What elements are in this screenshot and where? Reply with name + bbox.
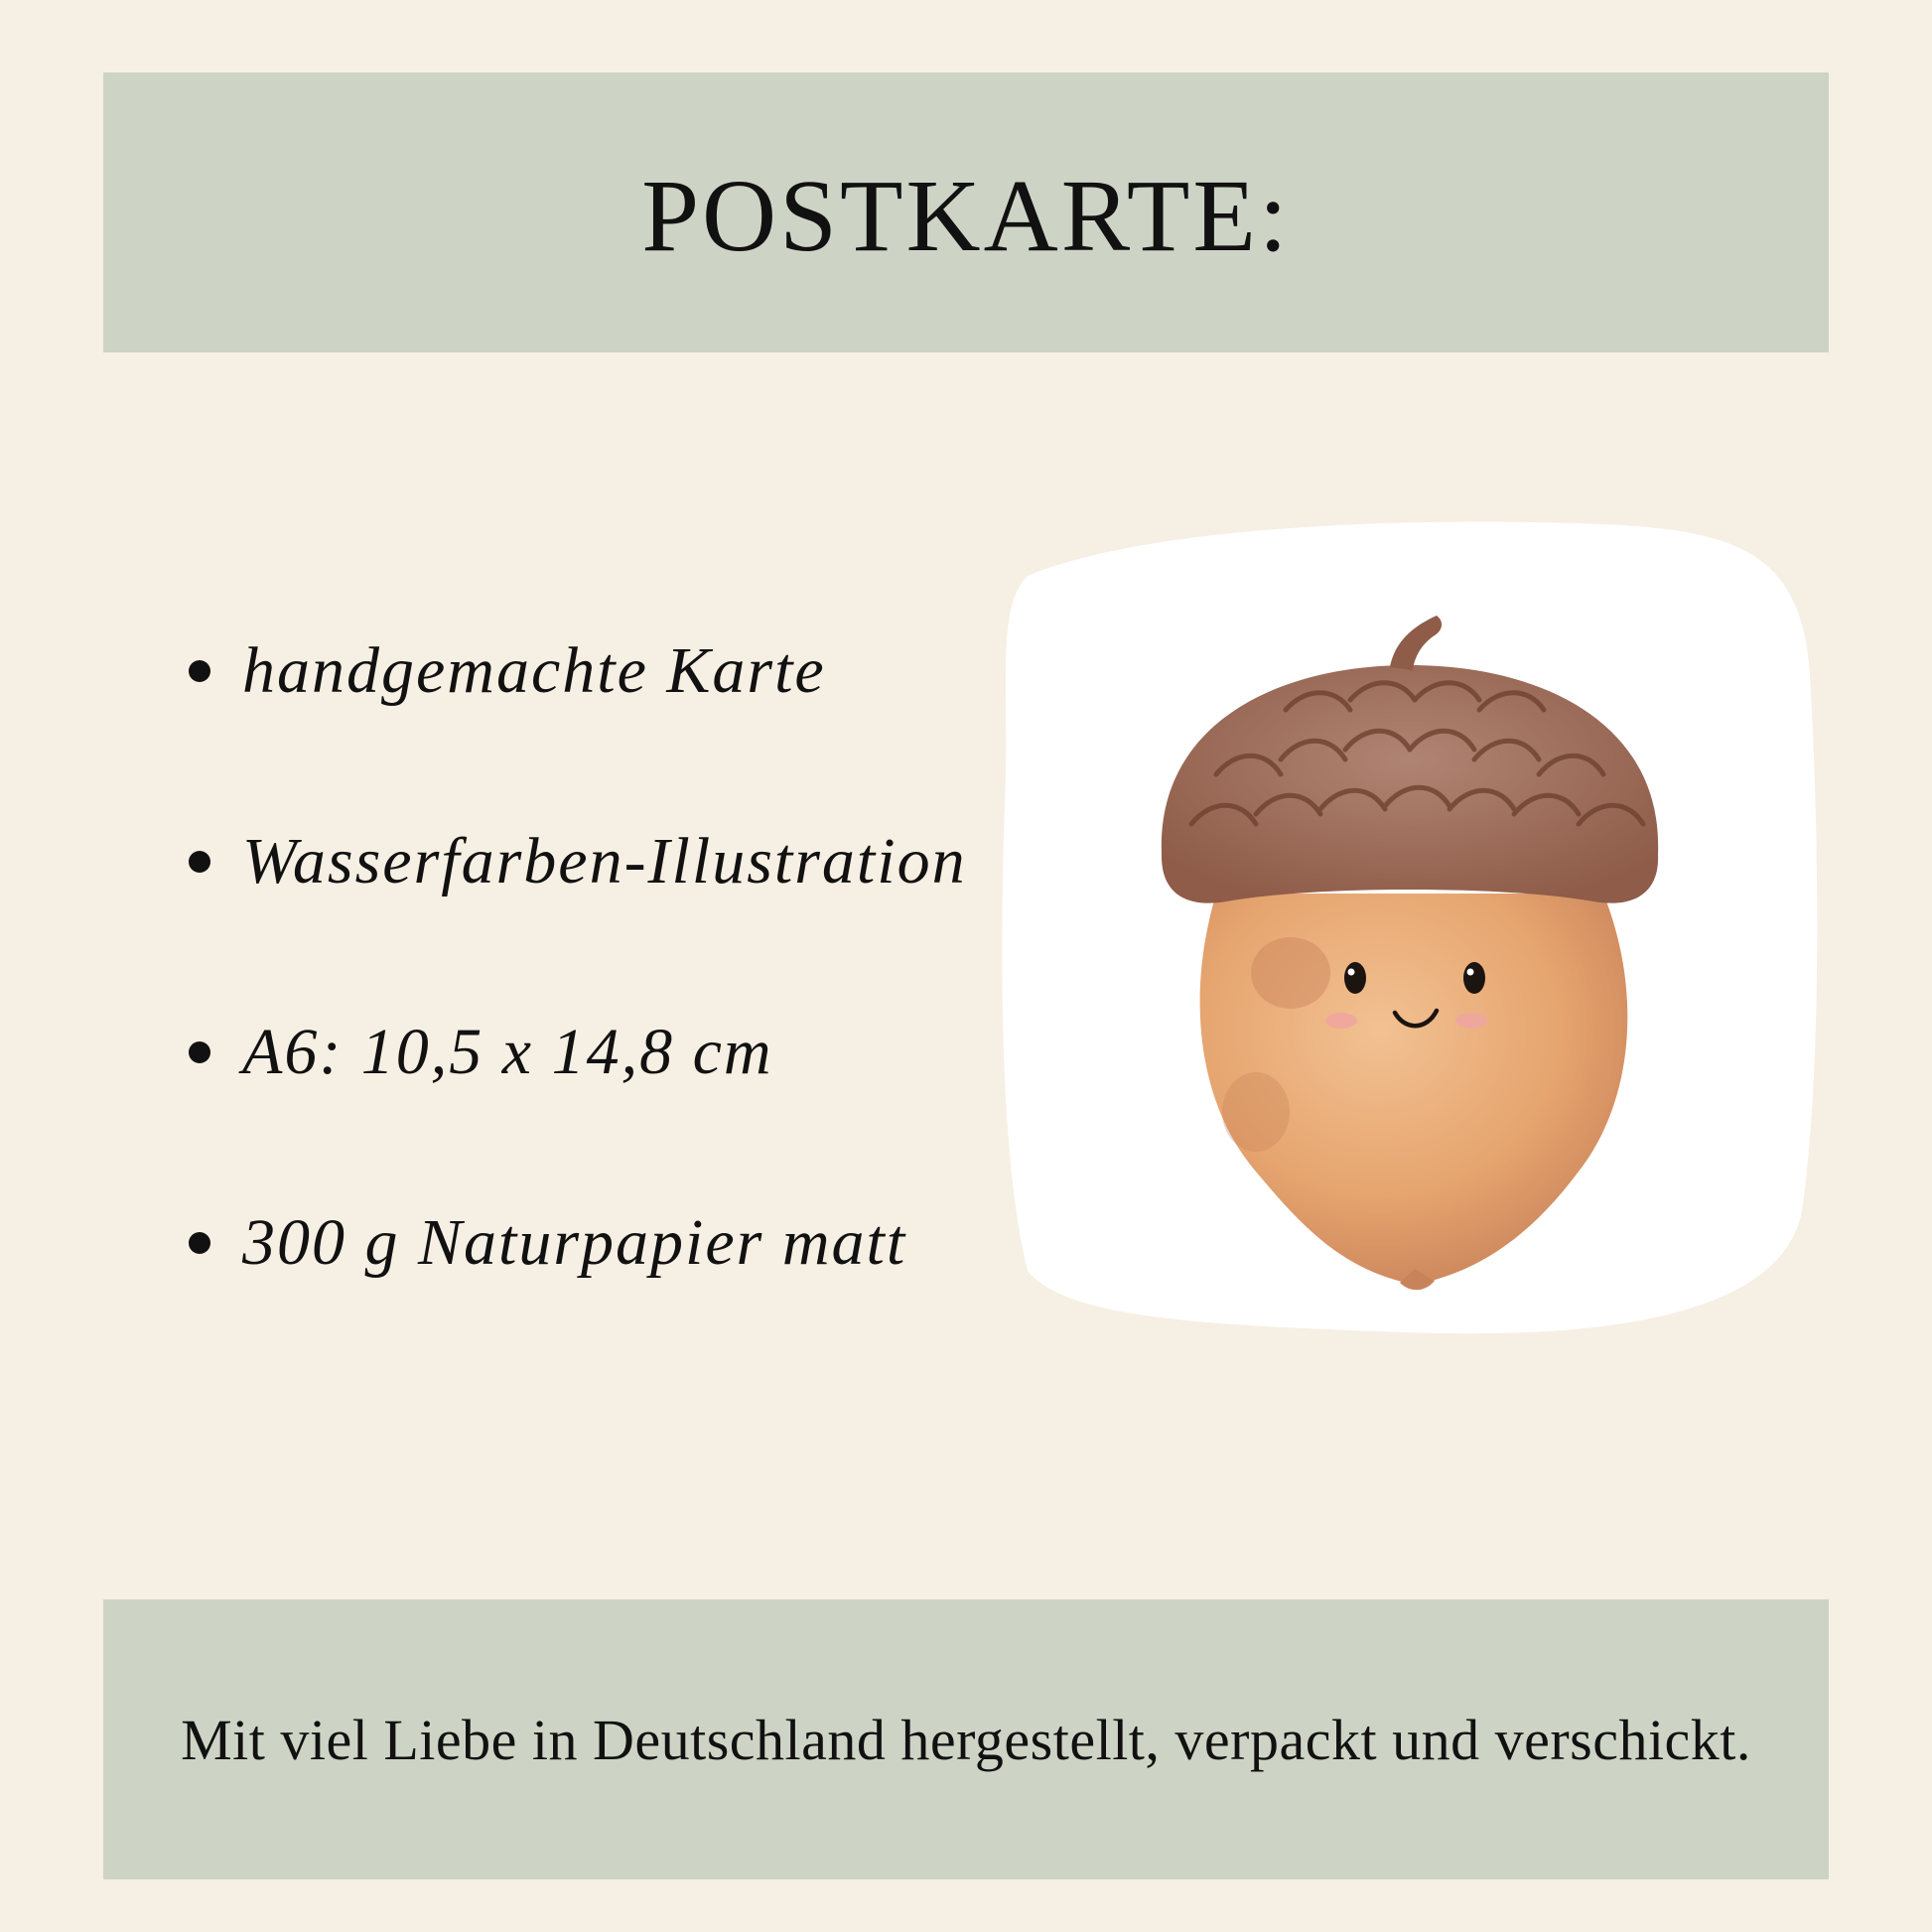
list-item <box>189 957 967 1148</box>
header-banner <box>103 72 1829 352</box>
bullet-icon <box>189 851 210 873</box>
acorn-icon <box>988 516 1827 1340</box>
acorn-illustration <box>988 516 1827 1340</box>
feature-label: 300 g Naturpapier matt <box>242 1206 907 1279</box>
footer-text: Mit viel Liebe in Deutschland hergestellt, verpackt und verschickt. <box>181 1707 1751 1772</box>
list-item <box>189 1148 967 1338</box>
list-item <box>189 766 967 957</box>
bullet-icon <box>189 1232 210 1254</box>
feature-list <box>189 576 967 1338</box>
bullet-icon <box>189 660 210 682</box>
list-item <box>189 576 967 766</box>
feature-label: Wasserfarben-Illustration <box>242 825 967 897</box>
page-title: POSTKARTE: <box>641 158 1291 273</box>
feature-label: handgemachte Karte <box>242 634 826 707</box>
footer-banner <box>103 1599 1829 1879</box>
bullet-icon <box>189 1041 210 1063</box>
feature-label: A6: 10,5 x 14,8 cm <box>242 1016 773 1088</box>
